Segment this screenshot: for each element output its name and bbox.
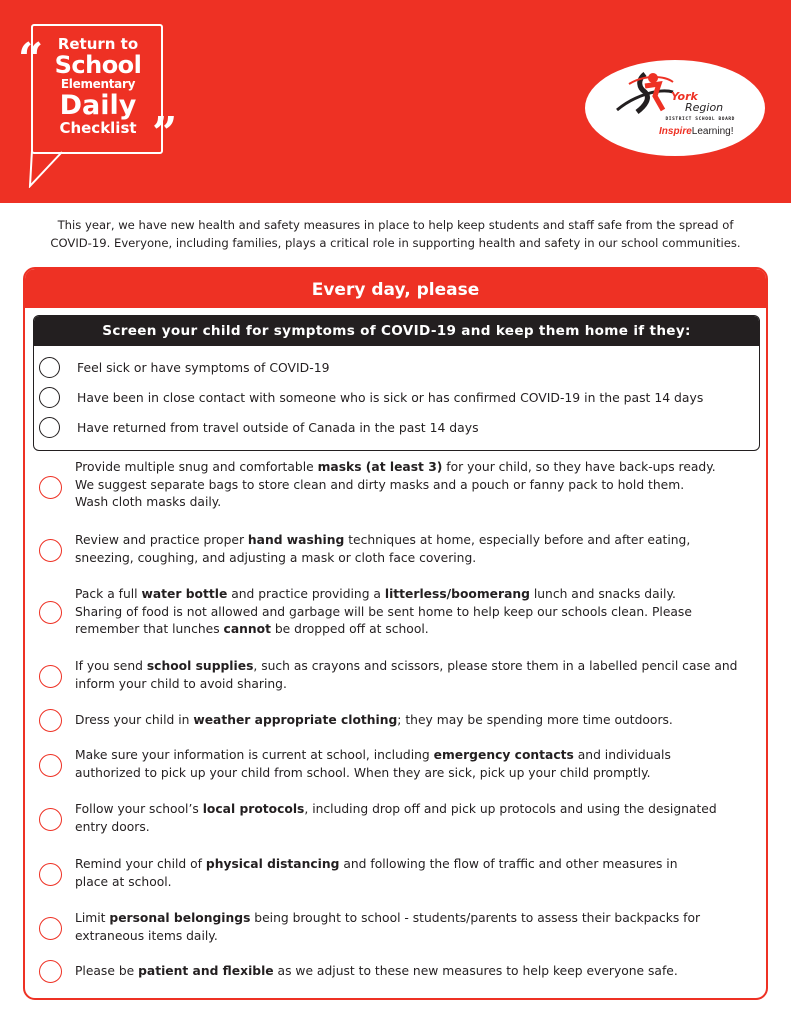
body-text: Provide multiple snug and comfortable — [75, 460, 318, 474]
checkbox-circle[interactable] — [39, 709, 62, 732]
speech-bubble-tail — [27, 150, 67, 188]
board-logo — [585, 60, 765, 156]
checkbox-circle[interactable] — [39, 417, 60, 438]
body-text: Please be — [75, 964, 139, 978]
body-text: If you send — [75, 659, 147, 673]
checkbox-circle[interactable] — [39, 808, 62, 831]
checklist-item-text — [75, 747, 755, 782]
checklist-title — [42, 36, 154, 137]
screening-item-text: Have been in close contact with someone who is sick or has confirmed COVID-19 in the past 14 days — [77, 390, 704, 405]
title-line: School — [54, 51, 142, 79]
logo-board-text: DISTRICT SCHOOL BOARD — [665, 117, 735, 122]
close-quote-icon: ” — [152, 108, 178, 159]
checklist-item-text — [75, 658, 755, 693]
body-text: , such as crayons and scissors, please store them in a labelled pencil case and inform your child to avoid sharing. — [75, 659, 738, 691]
screening-item-text: Have returned from travel outside of Canada in the past 14 days — [77, 420, 479, 435]
screening-box — [33, 315, 760, 451]
body-text: Make sure your information is current at school, including — [75, 748, 434, 762]
checklist-item-text — [75, 459, 755, 512]
panel-heading: Every day, please — [25, 269, 766, 308]
emphasis-text: personal belongings — [109, 911, 251, 925]
body-text: ; they may be spending more time outdoors. — [397, 713, 673, 727]
checkbox-circle[interactable] — [39, 863, 62, 886]
checklist-item-text — [75, 586, 755, 639]
daily-checklist-panel — [23, 267, 768, 1000]
checklist-item-text — [75, 712, 755, 730]
emphasis-text: emergency contacts — [433, 748, 574, 762]
intro-line: COVID-19. Everyone, including families, plays a critical role in supporting health and safety in our school communities. — [50, 236, 741, 250]
checklist-item-text — [75, 963, 755, 981]
tagline-bold: Inspire — [659, 126, 692, 137]
body-text: Dress your child in — [75, 713, 194, 727]
checklist-item-text — [75, 910, 755, 945]
checklist-item-text — [75, 856, 755, 891]
body-text: , including drop off and pick up protocols and using the designated entry doors. — [75, 802, 717, 834]
header-banner — [0, 0, 791, 203]
checkbox-circle[interactable] — [39, 601, 62, 624]
body-text: and following the flow of traffic and other measures in place at school. — [75, 857, 678, 889]
emphasis-text: patient and flexible — [138, 964, 274, 978]
body-text: for your child, so they have back-ups ready. We suggest separate bags to store clean and dirty masks and a pouch or fanny pack to hold them. Wash cloth masks daily. — [75, 460, 716, 509]
title-line: Elementary — [60, 77, 136, 91]
intro-line: This year, we have new health and safety measures in place to help keep students and staff safe from the spread of — [57, 218, 734, 232]
body-text: be dropped off at school. — [270, 622, 429, 636]
logo-region-text: Region — [685, 101, 724, 114]
body-text: Follow your school’s — [75, 802, 203, 816]
body-text: lunch and snacks daily. Sharing of food is not allowed and garbage will be sent home to help keep our schools clean. Please remember that lunches — [75, 587, 692, 636]
body-text: Review and practice proper — [75, 533, 248, 547]
screening-item-text: Feel sick or have symptoms of COVID-19 — [77, 360, 330, 375]
open-quote-icon: “ — [18, 34, 44, 85]
emphasis-text: litterless/boomerang — [384, 587, 530, 601]
body-text: as we adjust to these new measures to help keep everyone safe. — [273, 964, 678, 978]
logo-york-text: York — [671, 90, 698, 103]
emphasis-text: school supplies — [146, 659, 254, 673]
checkbox-circle[interactable] — [39, 960, 62, 983]
checkbox-circle[interactable] — [39, 917, 62, 940]
emphasis-text: hand washing — [247, 533, 345, 547]
body-text: and practice providing a — [227, 587, 385, 601]
checklist-item-text — [75, 801, 755, 836]
title-line: Return to — [57, 35, 139, 53]
emphasis-text: cannot — [223, 622, 271, 636]
body-text: and individuals authorized to pick up your child from school. When they are sick, pick up your child promptly. — [75, 748, 671, 780]
logo-tagline — [659, 126, 734, 137]
tagline-rest: Learning! — [691, 126, 734, 137]
checkbox-circle[interactable] — [39, 539, 62, 562]
logo-figure-icon — [615, 70, 675, 120]
title-line: Checklist — [59, 119, 137, 137]
emphasis-text: water bottle — [141, 587, 228, 601]
title-line: Daily — [59, 90, 137, 121]
body-text: Pack a full — [75, 587, 142, 601]
body-text: Limit — [75, 911, 110, 925]
body-text: techniques at home, especially before and after eating, sneezing, coughing, and adjusting a mask or cloth face covering. — [75, 533, 691, 565]
emphasis-text: physical distancing — [205, 857, 340, 871]
body-text: Remind your child of — [75, 857, 206, 871]
emphasis-text: weather appropriate clothing — [193, 713, 398, 727]
checkbox-circle[interactable] — [39, 665, 62, 688]
checklist-item-text — [75, 532, 755, 567]
screening-heading: Screen your child for symptoms of COVID-19 and keep them home if they: — [34, 316, 759, 346]
checkbox-circle[interactable] — [39, 476, 62, 499]
checkbox-circle[interactable] — [39, 387, 60, 408]
intro-text — [0, 216, 791, 252]
checkbox-circle[interactable] — [39, 357, 60, 378]
body-text: being brought to school - students/parents to assess their backpacks for extraneous items daily. — [75, 911, 701, 943]
checkbox-circle[interactable] — [39, 754, 62, 777]
emphasis-text: masks (at least 3) — [317, 460, 443, 474]
emphasis-text: local protocols — [202, 802, 305, 816]
